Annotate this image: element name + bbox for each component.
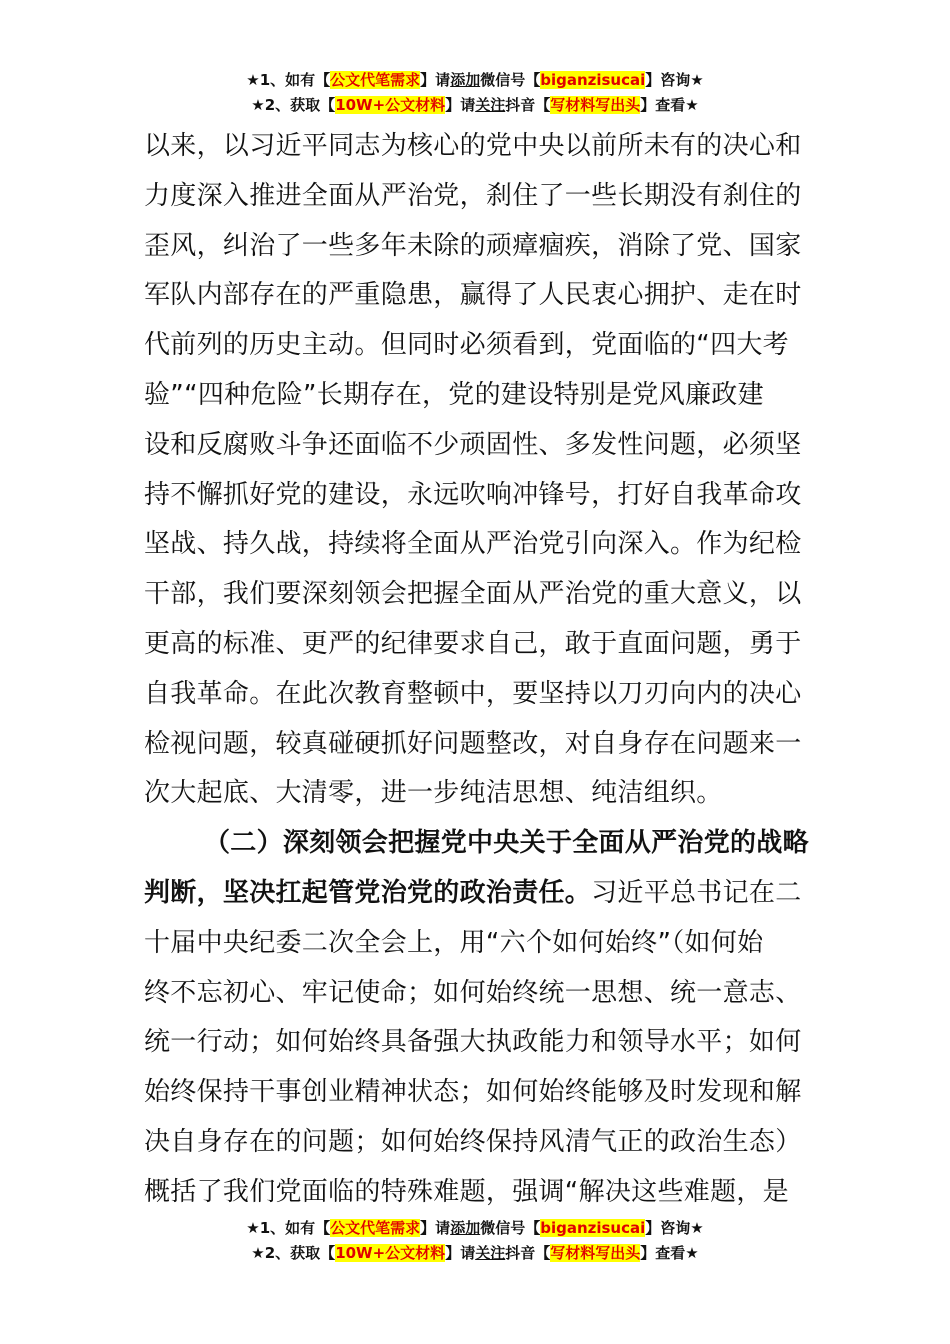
star-icon: ★: [246, 1219, 260, 1237]
body-line: 检视问题，较真碰硬抓好问题整改，对自身存在问题来一: [144, 728, 802, 759]
promo-highlight: 10W+公文材料: [335, 96, 446, 114]
promo-text: 微信号【: [480, 71, 541, 89]
body-line: 次大起底、大清零，进一步纯洁思想、纯洁组织。: [144, 778, 723, 809]
body-line: 决自身存在的问题；如何始终保持风清气正的政治生态）: [144, 1126, 802, 1157]
body-line: 始终保持干事创业精神状态；如何始终能够及时发现和解: [144, 1077, 802, 1108]
body-line: 更高的标准、更严的纪律要求自己，敢于直面问题，勇于: [144, 628, 802, 659]
promo-text: 微信号【: [480, 1219, 541, 1237]
promo-text: 2、获取【: [264, 1244, 336, 1262]
promo-underlined: 添加: [450, 71, 481, 89]
promo-highlight: 写材料写出头: [550, 96, 641, 114]
promo-highlight: biganzisucai: [540, 1219, 646, 1237]
promo-line-1: [0, 68, 950, 93]
body-line: 验”“四种危险”长期存在，党的建设特别是党风廉政建: [144, 379, 764, 410]
promo-text: 1、如有【: [259, 1219, 331, 1237]
promo-text: 】请: [420, 1219, 451, 1237]
promo-text: 2、获取【: [264, 96, 336, 114]
promo-text: 】咨询★: [645, 1219, 704, 1237]
promo-text: 】请: [420, 71, 451, 89]
promo-line-2: [0, 1241, 950, 1266]
star-icon: ★: [251, 1244, 265, 1262]
body-line: 自我革命。在此次教育整顿中，要坚持以刀刃向内的决心: [144, 678, 802, 709]
promo-underlined: 添加: [450, 1219, 481, 1237]
body-line: 十届中央纪委二次全会上，用“六个如何始终”（如何始: [144, 927, 764, 958]
promo-text: 抖音【: [505, 96, 551, 114]
promo-text: 】咨询★: [645, 71, 704, 89]
section-heading-bold: 判断，坚决扛起管党治党的政治责任。: [144, 877, 592, 908]
star-icon: ★: [251, 96, 265, 114]
body-line: 军队内部存在的严重隐患，赢得了人民衷心拥护、走在时: [144, 280, 802, 311]
body-line: 歪风，纠治了一些多年未除的顽瘴痼疾，消除了党、国家: [144, 230, 802, 261]
body-line: 力度深入推进全面从严治党，刹住了一些长期没有刹住的: [144, 180, 802, 211]
promo-text: 】查看★: [640, 96, 699, 114]
promo-banner-bottom: [0, 1216, 950, 1266]
promo-text: 】查看★: [640, 1244, 699, 1262]
promo-banner-top: [0, 68, 950, 118]
body-line: 干部，我们要深刻领会把握全面从严治党的重大意义，以: [144, 579, 802, 610]
promo-highlight: 10W+公文材料: [335, 1244, 446, 1262]
promo-highlight: 公文代笔需求: [330, 71, 421, 89]
star-icon: ★: [246, 71, 260, 89]
document-body: [144, 122, 810, 1218]
promo-text: 】请: [445, 96, 476, 114]
body-line: 统一行动；如何始终具备强大执政能力和领导水平；如何: [144, 1027, 802, 1058]
promo-highlight: 写材料写出头: [550, 1244, 641, 1262]
promo-line-1: [0, 1216, 950, 1241]
section-heading-continuation: [144, 869, 810, 919]
promo-text: 】请: [445, 1244, 476, 1262]
body-line: 持不懈抓好党的建设，永远吹响冲锋号，打好自我革命攻: [144, 479, 802, 510]
promo-text: 1、如有【: [259, 71, 331, 89]
body-line: 代前列的历史主动。但同时必须看到，党面临的“四大考: [144, 330, 789, 361]
body-line: 终不忘初心、牢记使命；如何始终统一思想、统一意志、: [144, 977, 802, 1008]
body-line: 设和反腐败斗争还面临不少顽固性、多发性问题，必须坚: [144, 429, 802, 460]
promo-highlight: 公文代笔需求: [330, 1219, 421, 1237]
body-line: 以来，以习近平同志为核心的党中央以前所未有的决心和: [144, 131, 802, 161]
promo-underlined: 关注: [475, 1244, 506, 1262]
promo-underlined: 关注: [475, 96, 506, 114]
body-text-run: 习近平总书记在二: [591, 877, 802, 908]
body-line: 坚战、持久战，持续将全面从严治党引向深入。作为纪检: [144, 529, 802, 560]
promo-highlight: biganzisucai: [540, 71, 646, 89]
section-heading: （二）深刻领会把握党中央关于全面从严治党的战略: [204, 828, 809, 859]
body-line: 概括了我们党面临的特殊难题，强调“解决这些难题，是: [144, 1176, 789, 1207]
promo-line-2: [0, 93, 950, 118]
promo-text: 抖音【: [505, 1244, 551, 1262]
